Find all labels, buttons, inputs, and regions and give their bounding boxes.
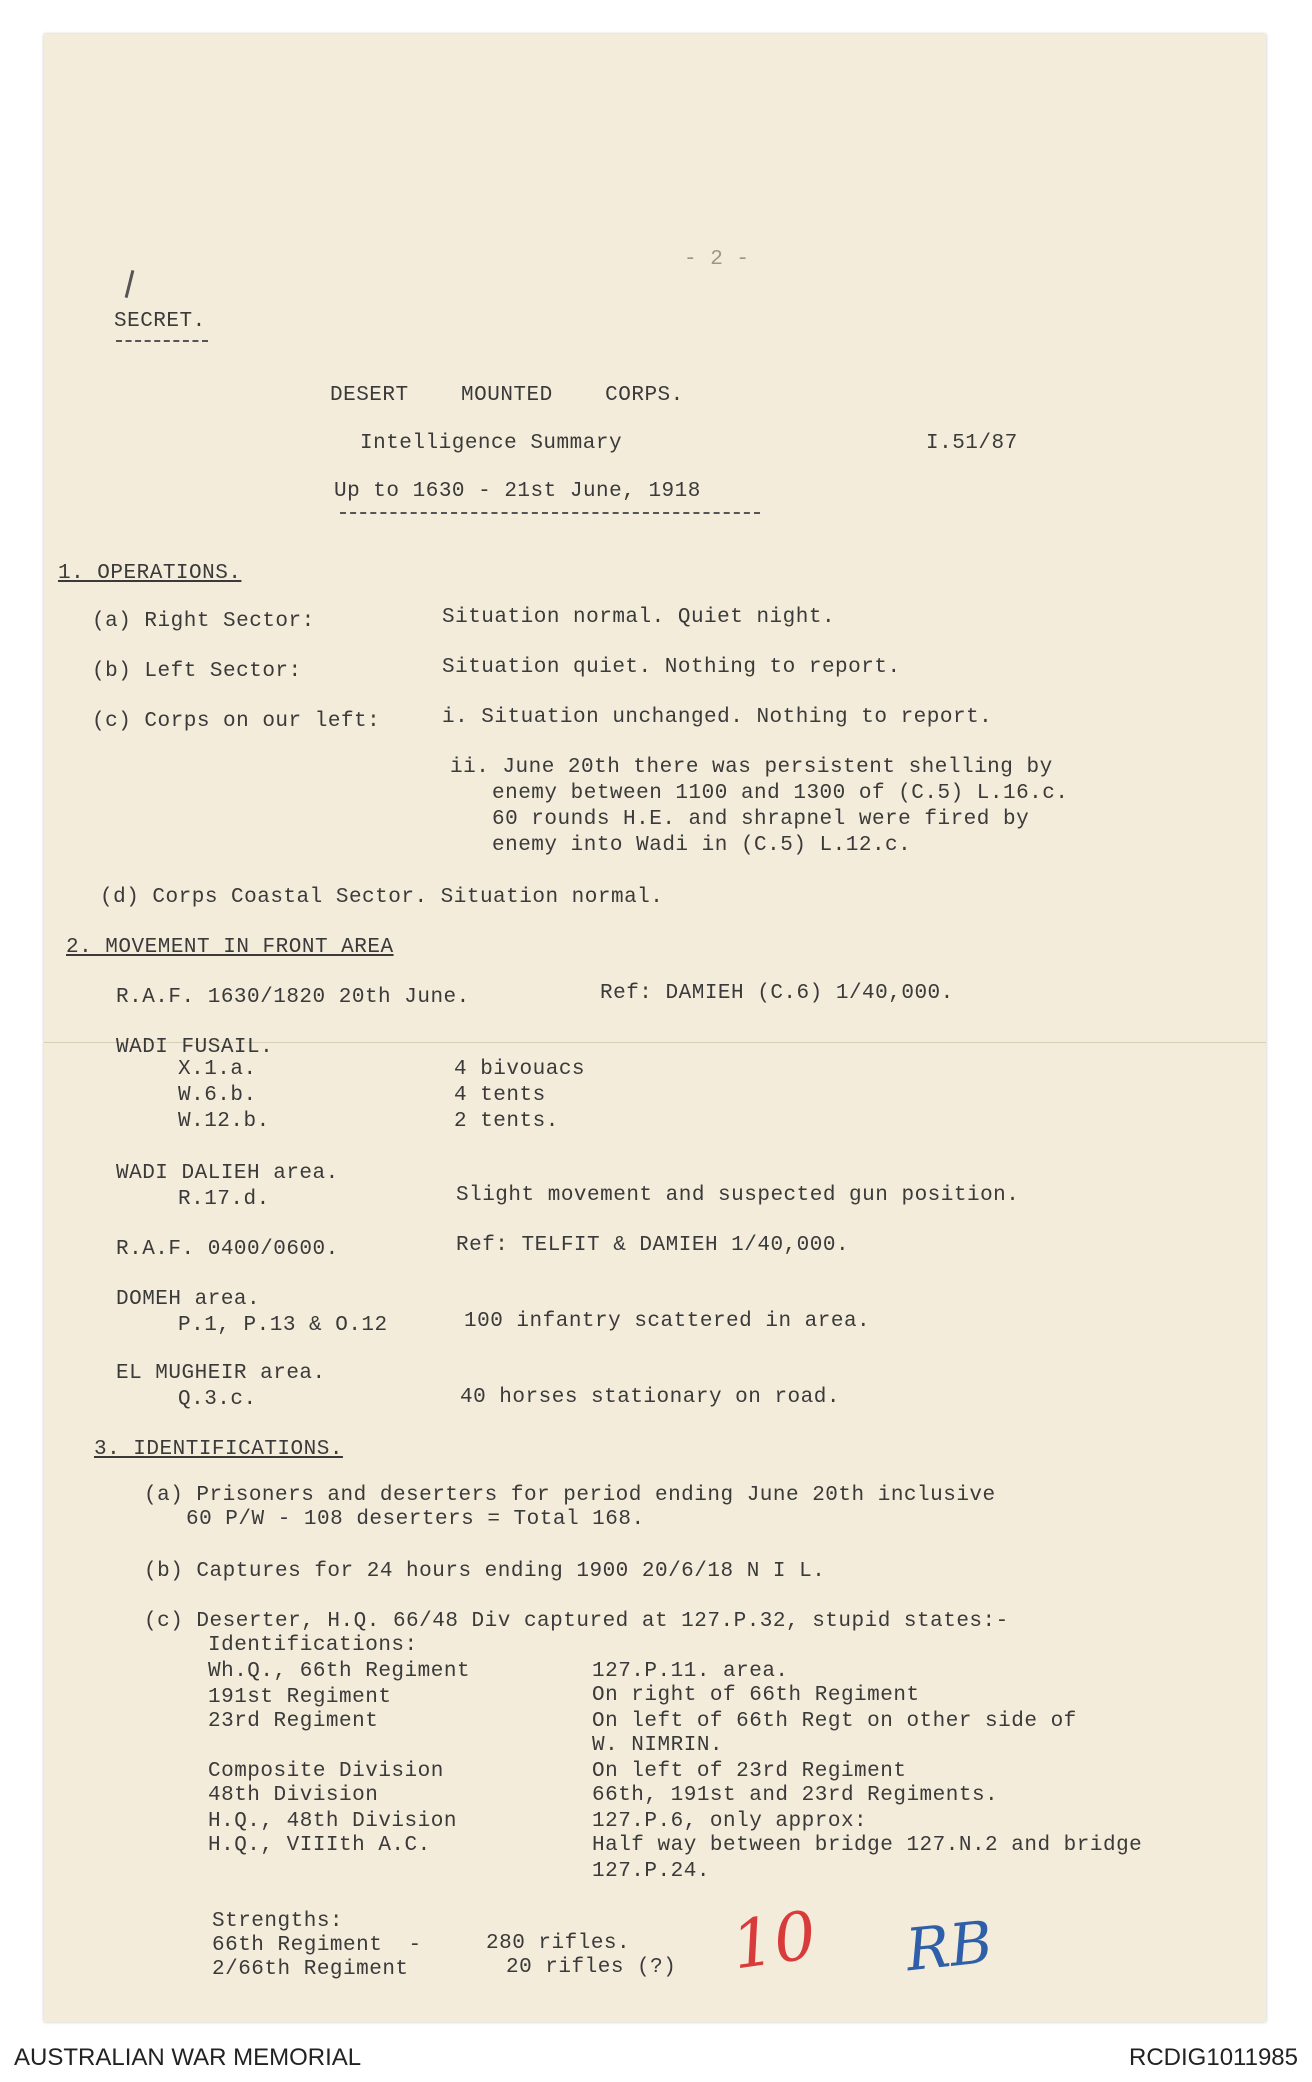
sec1-b-label: (b) Left Sector: [92,660,302,683]
fusail-obs-1: 4 bivouacs [454,1058,586,1081]
sec1-c-ii-line4: enemy into Wadi in (C.5) L.12.c. [492,834,912,857]
sec1-c-ii-line3: 60 rounds H.E. and shrapnel were fired by [492,808,1030,831]
red-pencil-mark: 10 [727,1896,821,1985]
classification: SECRET. [114,310,206,333]
classification-underline [116,340,208,342]
wadi-fusail-heading: WADI FUSAIL. [116,1036,274,1059]
strength-value-1: 280 rifles. [486,1932,631,1955]
mugheir-heading: EL MUGHEIR area. [116,1362,326,1385]
sec3-a-line2: 60 P/W - 108 deserters = Total 168. [186,1508,645,1531]
strengths-label: Strengths: [212,1910,344,1933]
strength-unit-2: 2/66th Regiment [212,1958,409,1981]
date-underline [340,512,760,514]
ident-loc-3: On left of 66th Regt on other side of [592,1710,1077,1733]
date-line: Up to 1630 - 21st June, 1918 [334,480,701,503]
ident-loc-8: Half way between bridge 127.N.2 and bridge [592,1834,1143,1857]
strength-value-2: 20 rifles (?) [506,1956,677,1979]
ident-unit-5: Composite Division [208,1760,444,1783]
section-1-heading: 1. OPERATIONS. [58,562,242,585]
fusail-loc-3: W.12.b. [178,1110,270,1133]
doc-title: Intelligence Summary [360,432,623,455]
raf-1: R.A.F. 1630/1820 20th June. [116,986,470,1009]
domeh-loc: P.1, P.13 & O.12 [178,1314,388,1337]
ident-unit-3: 23rd Regiment [208,1710,379,1733]
footer-right: RCDIG1011985 [1129,2044,1298,2071]
domeh-obs: 100 infantry scattered in area. [464,1310,871,1333]
ident-loc-6: 66th, 191st and 23rd Regiments. [592,1784,999,1807]
sec3-b: (b) Captures for 24 hours ending 1900 20/6/18 N I L. [144,1560,826,1583]
mugheir-loc: Q.3.c. [178,1388,257,1411]
doc-ref: I.51/87 [926,432,1018,455]
ident-unit-6: 48th Division [208,1784,379,1807]
footer-left: AUSTRALIAN WAR MEMORIAL [14,2044,362,2071]
sec1-b-text: Situation quiet. Nothing to report. [442,656,901,679]
organisation: DESERT MOUNTED CORPS. [330,384,684,407]
document-sheet [44,34,1266,2022]
raf-2: R.A.F. 0400/0600. [116,1238,339,1261]
sec1-a-text: Situation normal. Quiet night. [442,606,836,629]
pencil-tick [125,270,135,298]
fusail-obs-3: 2 tents. [454,1110,559,1133]
mugheir-obs: 40 horses stationary on road. [460,1386,840,1409]
sec3-a-line1: (a) Prisoners and deserters for period ending June 20th inclusive [144,1484,996,1507]
blue-pencil-initials: RB [902,1907,996,1985]
ident-loc-1: 127.P.11. area. [592,1660,789,1683]
page-number: - 2 - [684,248,750,271]
fusail-loc-1: X.1.a. [178,1058,257,1081]
domeh-heading: DOMEH area. [116,1288,261,1311]
fusail-obs-2: 4 tents [454,1084,546,1107]
ident-label: Identifications: [208,1634,418,1657]
dalieh-obs: Slight movement and suspected gun position. [456,1184,1020,1207]
sec1-c-label: (c) Corps on our left: [92,710,381,733]
dalieh-loc: R.17.d. [178,1188,270,1211]
ident-unit-2: 191st Regiment [208,1686,392,1709]
fusail-loc-2: W.6.b. [178,1084,257,1107]
raf-2-ref: Ref: TELFIT & DAMIEH 1/40,000. [456,1234,850,1257]
section-2-heading: 2. MOVEMENT IN FRONT AREA [66,936,394,959]
ident-loc-7: 127.P.6, only approx: [592,1810,868,1833]
section-3-heading: 3. IDENTIFICATIONS. [94,1438,343,1461]
sec1-c-ii-line2: enemy between 1100 and 1300 of (C.5) L.16.c. [492,782,1069,805]
ident-loc-5: On left of 23rd Regiment [592,1760,907,1783]
sec1-a-label: (a) Right Sector: [92,610,315,633]
sec1-d-text: (d) Corps Coastal Sector. Situation normal. [100,886,664,909]
sec3-c-line1: (c) Deserter, H.Q. 66/48 Div captured at 127.P.32, stupid states:- [144,1610,1009,1633]
ident-loc-2: On right of 66th Regiment [592,1684,920,1707]
strength-unit-1: 66th Regiment - [212,1934,422,1957]
wadi-dalieh-heading: WADI DALIEH area. [116,1162,339,1185]
raf-1-ref: Ref: DAMIEH (C.6) 1/40,000. [600,982,954,1005]
ident-loc-4: W. NIMRIN. [592,1734,724,1757]
sec1-c-ii-line1: ii. June 20th there was persistent shelling by [450,756,1053,779]
ident-unit-1: Wh.Q., 66th Regiment [208,1660,471,1683]
ident-unit-8: H.Q., VIIIth A.C. [208,1834,431,1857]
ident-unit-7: H.Q., 48th Division [208,1810,457,1833]
sec1-c-i: i. Situation unchanged. Nothing to report. [442,706,993,729]
ident-loc-9: 127.P.24. [592,1860,710,1883]
